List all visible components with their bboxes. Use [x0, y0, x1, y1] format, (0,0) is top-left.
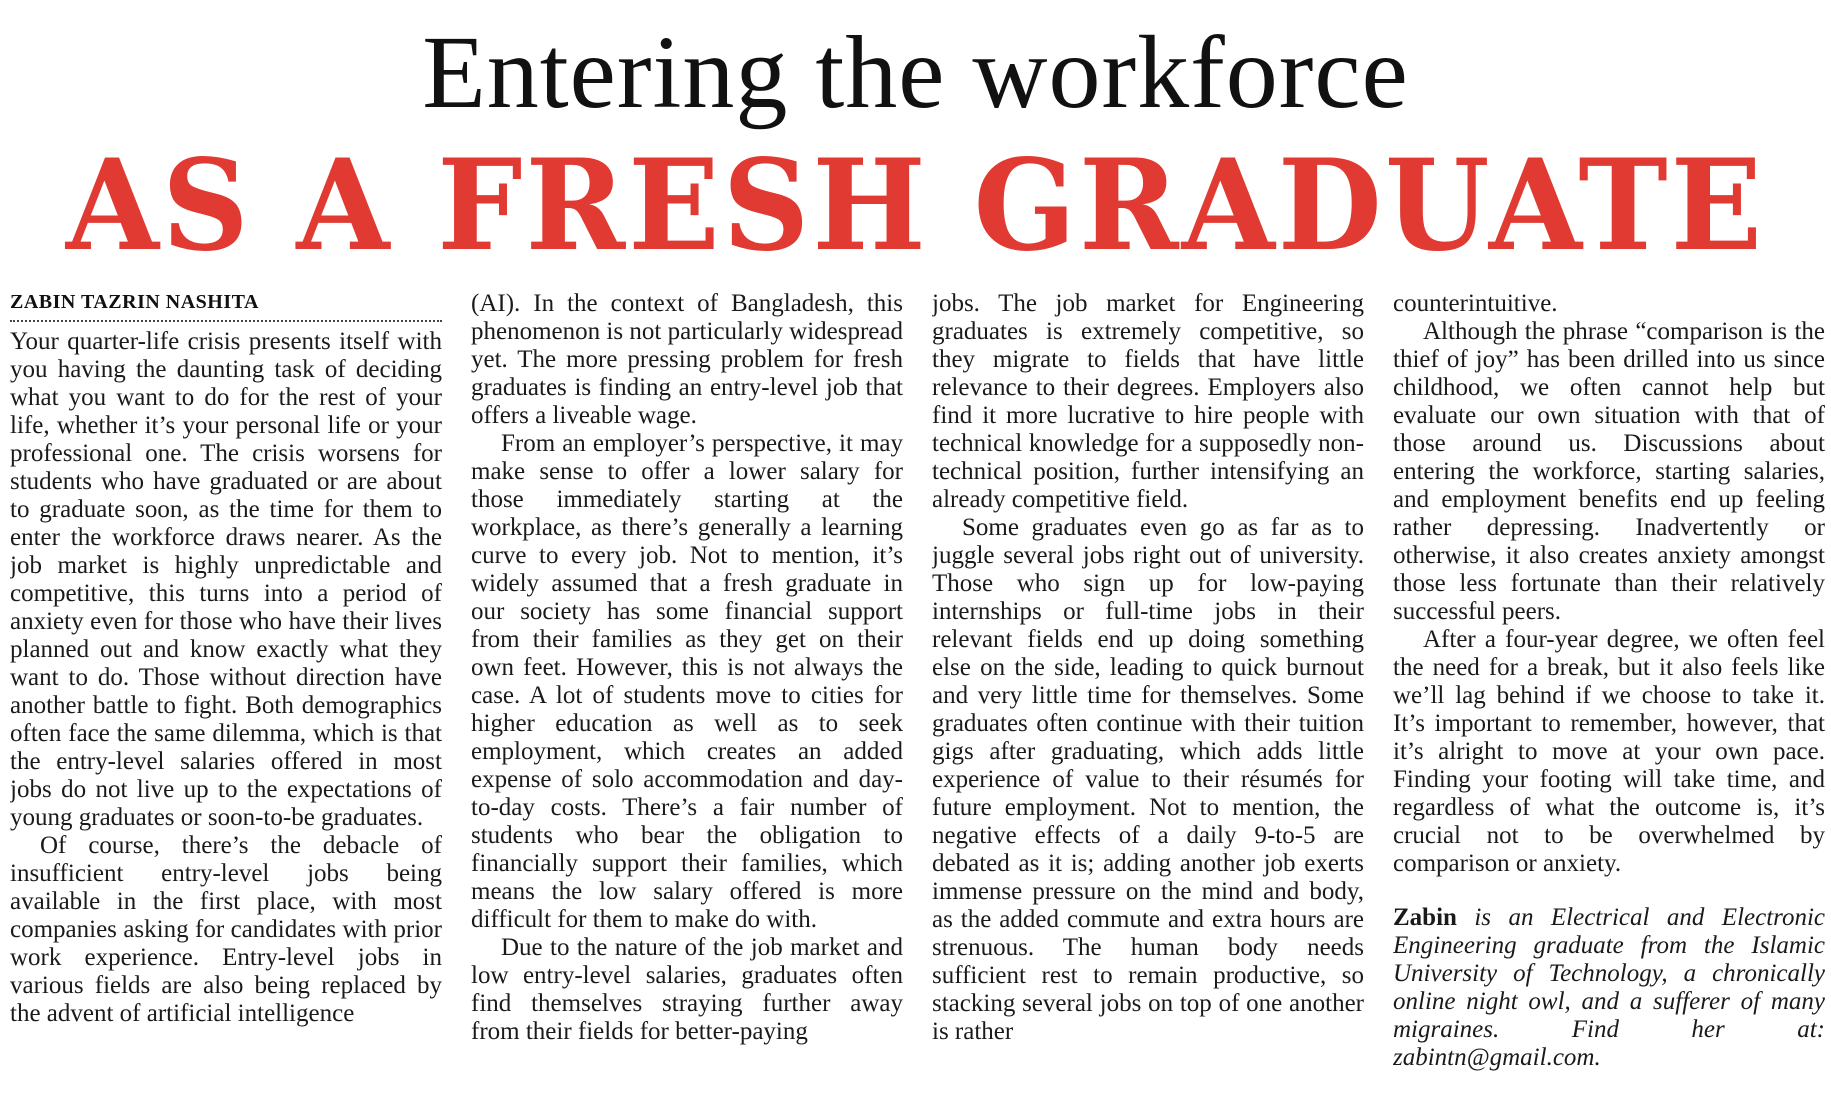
headline-line-2: AS A FRESH GRADUATE	[65, 131, 1766, 280]
byline-divider	[10, 320, 442, 322]
byline: ZABIN TAZRIN NASHITA	[10, 291, 259, 313]
paragraph: (AI). In the context of Bangladesh, this phenomenon is not particularly widespread yet. The more pressing problem for fresh graduates is finding an entry-level job that offers a liveable wage.	[471, 290, 903, 429]
author-bio-text: is an Electrical and Electronic Engineering graduate from the Islamic University of Technology, a chronically online night owl, and a sufferer of many migraines. Find her at: zabintn@gmail.com.	[1393, 904, 1825, 1071]
paragraph: Although the phrase “comparison is the thief of joy” has been drilled into us since childhood, we often cannot help but evaluate our own situation with that of those around us. Discussions about entering the workforce, starting salaries, and employment benefits end up feeling rather depressing. Inadvertently or otherwise, it also creates anxiety amongst those less fortunate than their relatively successful peers.	[1393, 318, 1825, 625]
paragraph: counterintuitive.	[1393, 290, 1558, 317]
headline-line-1: Entering the workforce	[422, 15, 1409, 130]
article-column-3	[932, 290, 1364, 1105]
article-column-1	[10, 290, 442, 1105]
author-bio-name: Zabin	[1393, 904, 1457, 931]
paragraph: Some graduates even go as far as to juggle several jobs right out of university. Those who sign up for low-paying internships or full-time jobs in their relevant fields end up doing something else on the side, leading to quick burnout and very little time for themselves. Some graduates often continue with their tuition gigs after graduating, which adds little experience of value to their résumés for future employment. Not to mention, the negative effects of a daily 9-to-5 are debated as it is; adding another job exerts immense pressure on the mind and body, as the added commute and extra hours are strenuous. The human body needs sufficient rest to remain productive, so stacking several jobs on top of one another is rather	[932, 514, 1364, 1045]
paragraph: Due to the nature of the job market and low entry-level salaries, graduates often find themselves straying further away from their fields for better-paying	[471, 934, 903, 1045]
article-column-2	[471, 290, 903, 1105]
article-body	[10, 290, 1825, 1105]
paragraph: Of course, there’s the debacle of insufficient entry-level jobs being available in the first place, with most companies asking for candidates with prior work experience. Entry-level jobs in various fields are also being replaced by the advent of artificial intelligence	[10, 832, 442, 1027]
paragraph: From an employer’s perspective, it may make sense to offer a lower salary for those immediately starting at the workplace, as there’s generally a learning curve to every job. Not to mention, it’s widely assumed that a fresh graduate in our society has some financial support from their families as they get on their own feet. However, this is not always the case. A lot of students move to cities for higher education as well as to seek employment, which creates an added expense of solo accommodation and day-to-day costs. There’s a fair number of students who bear the obligation to financially support their families, which means the low salary offered is more difficult for them to make do with.	[471, 430, 903, 933]
paragraph: jobs. The job market for Engineering graduates is extremely competitive, so they migrate to fields that have little relevance to their degrees. Employers also find it more lucrative to hire people with technical knowledge for a supposedly non-technical position, further intensifying an already competitive field.	[932, 290, 1364, 513]
article-column-4	[1393, 290, 1825, 1105]
paragraph: Your quarter-life crisis presents itself with you having the daunting task of deciding what you want to do for the rest of your life, whether it’s your personal life or your professional one. The crisis worsens for students who have graduated or are about to graduate soon, as the time for them to enter the workforce draws nearer. As the job market is highly unpredictable and competitive, this turns into a period of anxiety even for those who have their lives planned out and know exactly what they want to do. Those without direction have another battle to fight. Both demographics often face the same dilemma, which is that the entry-level salaries offered in most jobs do not live up to the expectations of young graduates or soon-to-be graduates.	[10, 328, 442, 831]
paragraph: After a four-year degree, we often feel the need for a break, but it also feels like we’ll lag behind if we choose to take it. It’s important to remember, however, that it’s alright to move at your own pace. Finding your footing will take time, and regardless of what the outcome is, it’s crucial not to be overwhelmed by comparison or anxiety.	[1393, 626, 1825, 877]
author-bio	[1393, 904, 1825, 1072]
